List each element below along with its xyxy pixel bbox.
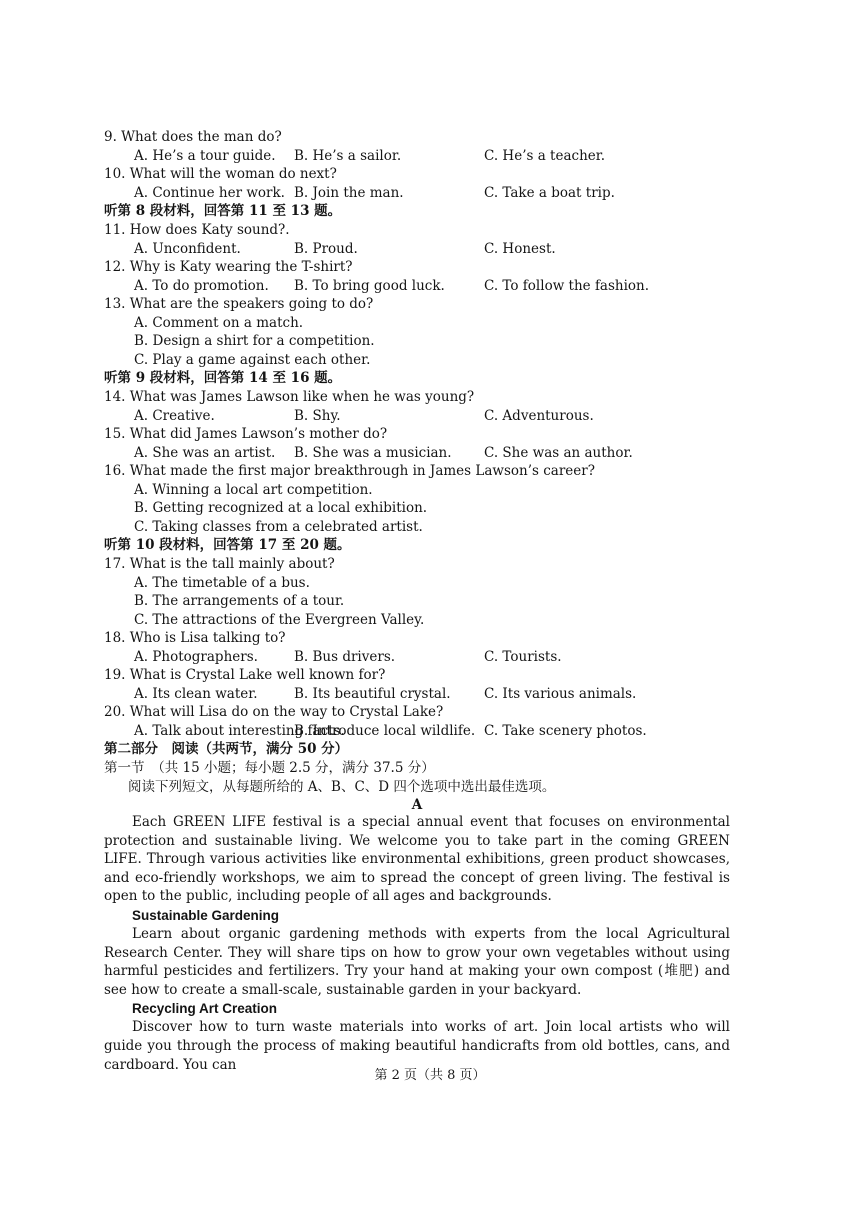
option-row: [104, 147, 730, 166]
option-row: [104, 722, 730, 741]
answer-option: C. The attractions of the Evergreen Valley.: [134, 611, 425, 628]
question-stem: 14. What was James Lawson like when he was young?: [104, 389, 475, 405]
answer-option: B. Its beautiful crystal.: [294, 685, 451, 702]
answer-option: A. Unconfident.: [134, 240, 241, 257]
answer-option: B. Proud.: [294, 240, 358, 257]
answer-option: B. To bring good luck.: [294, 277, 445, 294]
answer-option: C. Play a game against each other.: [134, 351, 371, 368]
question-stem: 9. What does the man do?: [104, 129, 282, 145]
question-stem: 16. What made the first major breakthrough in James Lawson’s career?: [104, 463, 595, 479]
option-row: [104, 240, 730, 259]
answer-option: A. She was an artist.: [134, 444, 276, 461]
section-heading-recycling: Recycling Art Creation: [132, 1001, 278, 1017]
option-row: [104, 444, 730, 463]
answer-option: C. Taking classes from a celebrated artist.: [134, 518, 423, 535]
passage-label: A: [411, 797, 423, 813]
listening-instruction: 听第 9 段材料，回答第 14 至 16 题。: [104, 370, 342, 386]
question-stem: 20. What will Lisa do on the way to Crystal Lake?: [104, 704, 444, 720]
question-stem: 18. Who is Lisa talking to?: [104, 630, 286, 646]
reading-instruction: 阅读下列短文，从每题所给的 A、B、C、D 四个选项中选出最佳选项。: [128, 779, 556, 795]
question-stem: 15. What did James Lawson’s mother do?: [104, 426, 388, 442]
answer-option: C. Adventurous.: [484, 407, 594, 424]
answer-option: A. Winning a local art competition.: [134, 481, 373, 498]
answer-option: C. Honest.: [484, 240, 556, 257]
answer-option: B. Join the man.: [294, 184, 404, 201]
answer-option: A. Its clean water.: [134, 685, 258, 702]
question-stem: 19. What is Crystal Lake well known for?: [104, 667, 386, 683]
question-stem: 11. How does Katy sound?.: [104, 222, 290, 238]
section-text-gardening: Learn about organic gardening methods with experts from the local Agricultural Research Center. They will share tips on how to grow your own vegetables without using harmful pesticides and fertilizers. Try your hand at making your own compost (堆肥) and see how to create a small-scale, sustainable garden in your backyard.: [104, 925, 730, 998]
answer-option: B. The arrangements of a tour.: [134, 593, 345, 609]
answer-option: A. Creative.: [134, 407, 215, 424]
answer-option: A. To do promotion.: [134, 277, 269, 294]
section-title: 第一节 （共 15 小题；每小题 2.5 分，满分 37.5 分）: [104, 760, 435, 776]
answer-option: C. Take a boat trip.: [484, 184, 615, 201]
answer-option: B. He’s a sailor.: [294, 147, 402, 164]
page-number: 第 2 页（共 8 页）: [374, 1068, 486, 1083]
answer-option: C. Its various animals.: [484, 685, 637, 702]
section-text-recycling: Discover how to turn waste materials into works of art. Join local artists who will guide you through the process of making beautiful handicrafts from old bottles, cans, and cardboard. You can: [104, 1019, 730, 1073]
answer-option: C. To follow the fashion.: [484, 277, 650, 294]
part-title: 第二部分 阅读（共两节，满分 50 分）: [104, 741, 349, 757]
option-row: [104, 685, 730, 704]
answer-option: B. Introduce local wildlife.: [294, 722, 476, 739]
answer-option: B. She was a musician.: [294, 444, 452, 461]
option-row: [104, 648, 730, 667]
answer-option: C. Take scenery photos.: [484, 722, 647, 739]
answer-option: A. The timetable of a bus.: [134, 574, 310, 591]
section-heading-gardening: Sustainable Gardening: [132, 907, 280, 923]
listening-instruction: 听第 10 段材料，回答第 17 至 20 题。: [104, 537, 351, 553]
answer-option: C. She was an author.: [484, 444, 633, 461]
answer-option: B. Getting recognized at a local exhibition.: [134, 500, 428, 516]
option-row: [104, 407, 730, 426]
question-stem: 17. What is the tall mainly about?: [104, 556, 335, 572]
answer-option: A. Talk about interesting facts.: [134, 722, 345, 739]
question-stem: 10. What will the woman do next?: [104, 166, 337, 182]
listening-questions: [104, 128, 730, 740]
option-row: [104, 277, 730, 296]
answer-option: B. Bus drivers.: [294, 648, 396, 665]
answer-option: C. Tourists.: [484, 648, 562, 665]
answer-option: A. Comment on a match.: [134, 314, 304, 331]
answer-option: C. He’s a teacher.: [484, 147, 606, 164]
passage-intro: Each GREEN LIFE festival is a special annual event that focuses on environmental protection and sustainable living. We welcome you to take part in the coming GREEN LIFE. Through various activities like environmental exhibitions, green product showcases, and eco-friendly workshops, we aim to spread the concept of green living. The festival is open to the public, including people of all ages and backgrounds.: [104, 814, 730, 905]
answer-option: B. Design a shirt for a competition.: [134, 333, 375, 349]
answer-option: B. Shy.: [294, 407, 341, 424]
reading-section: [104, 740, 730, 1074]
listening-instruction: 听第 8 段材料，回答第 11 至 13 题。: [104, 203, 342, 219]
answer-option: A. He’s a tour guide.: [134, 147, 276, 164]
question-stem: 13. What are the speakers going to do?: [104, 296, 374, 312]
question-stem: 12. Why is Katy wearing the T-shirt?: [104, 259, 353, 275]
answer-option: A. Continue her work.: [134, 184, 285, 201]
option-row: [104, 184, 730, 203]
answer-option: A. Photographers.: [134, 648, 258, 665]
